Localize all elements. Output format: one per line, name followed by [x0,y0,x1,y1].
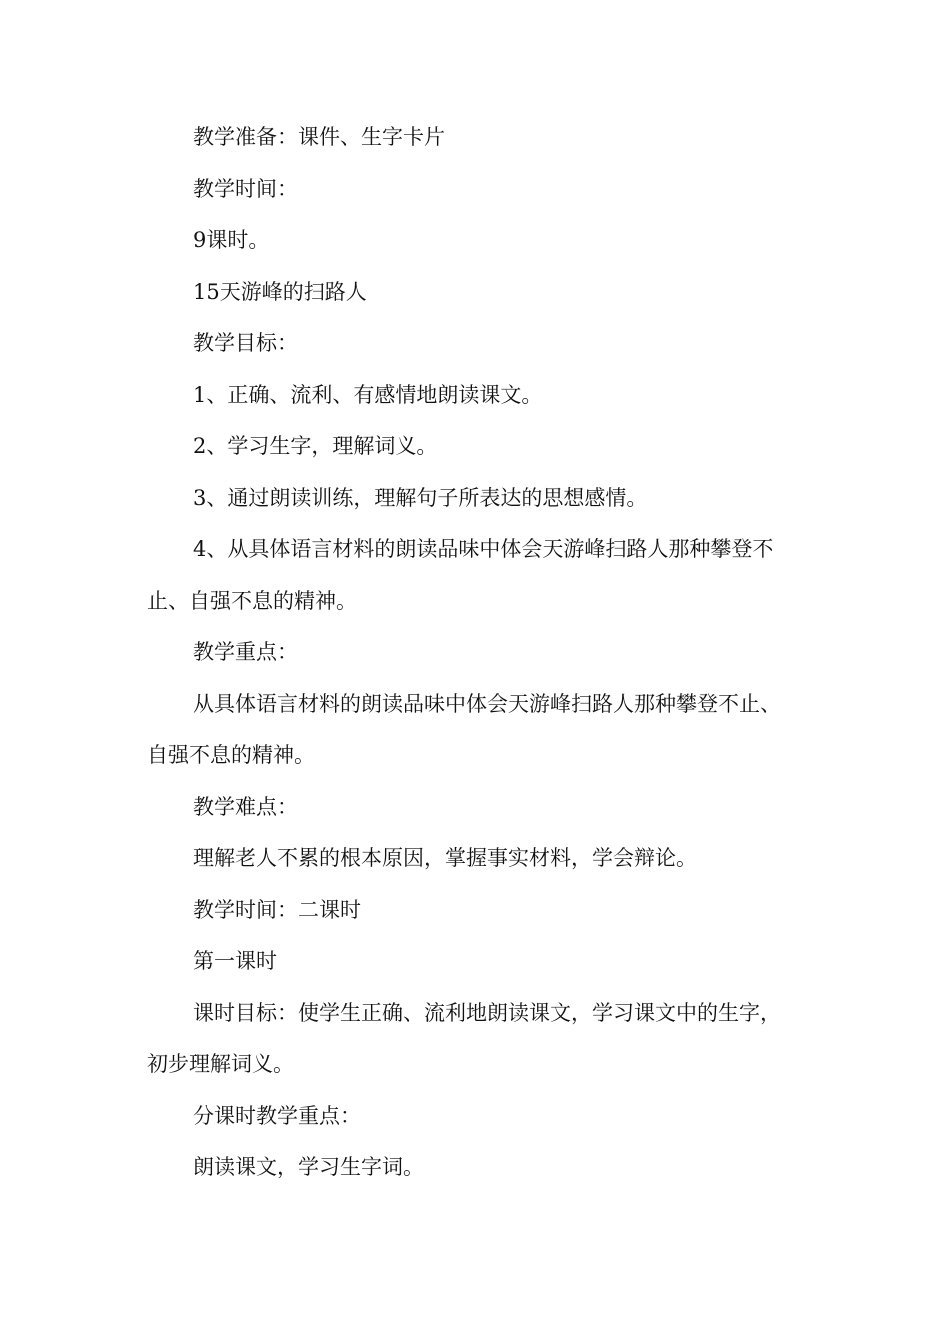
paragraph-teaching-time-label: 教学时间： [193,176,298,201]
paragraph-teaching-time: 教学时间：二课时 [193,897,361,922]
paragraph-sub-key-points-label: 分课时教学重点： [193,1103,361,1128]
document-body [147,112,787,1194]
lesson-title: 15天游峰的扫路人 [193,279,367,304]
paragraph-teaching-preparation: 教学准备：课件、生字卡片 [193,125,445,149]
paragraph-difficulties: 理解老人不累的根本原因，掌握事实材料，学会辩论。 [193,846,697,870]
paragraph-first-lesson: 第一课时 [193,949,277,973]
goal-item-2: 2、学习生字，理解词义。 [193,434,438,458]
paragraph-teaching-goals-label: 教学目标： [193,331,298,355]
paragraph-class-hours: 9课时。 [193,228,270,252]
goal-item-3: 3、通过朗读训练，理解句子所表达的思想感情。 [193,485,648,510]
paragraph-difficulties-label: 教学难点： [193,794,298,819]
goal-item-1: 1、正确、流利、有感情地朗读课文。 [193,382,543,407]
paragraph-key-points-label: 教学重点： [193,640,298,664]
goal-item-4: 4、从具体语言材料的朗读品味中体会天游峰扫路人那种攀登不止、自强不息的精神。 [147,537,774,613]
paragraph-key-points: 从具体语言材料的朗读品味中体会天游峰扫路人那种攀登不止、自强不息的精神。 [147,691,781,767]
paragraph-sub-key-points: 朗读课文，学习生字词。 [193,1155,424,1179]
paragraph-lesson-goals: 课时目标：使学生正确、流利地朗读课文，学习课文中的生字，初步理解词义。 [147,1000,781,1076]
